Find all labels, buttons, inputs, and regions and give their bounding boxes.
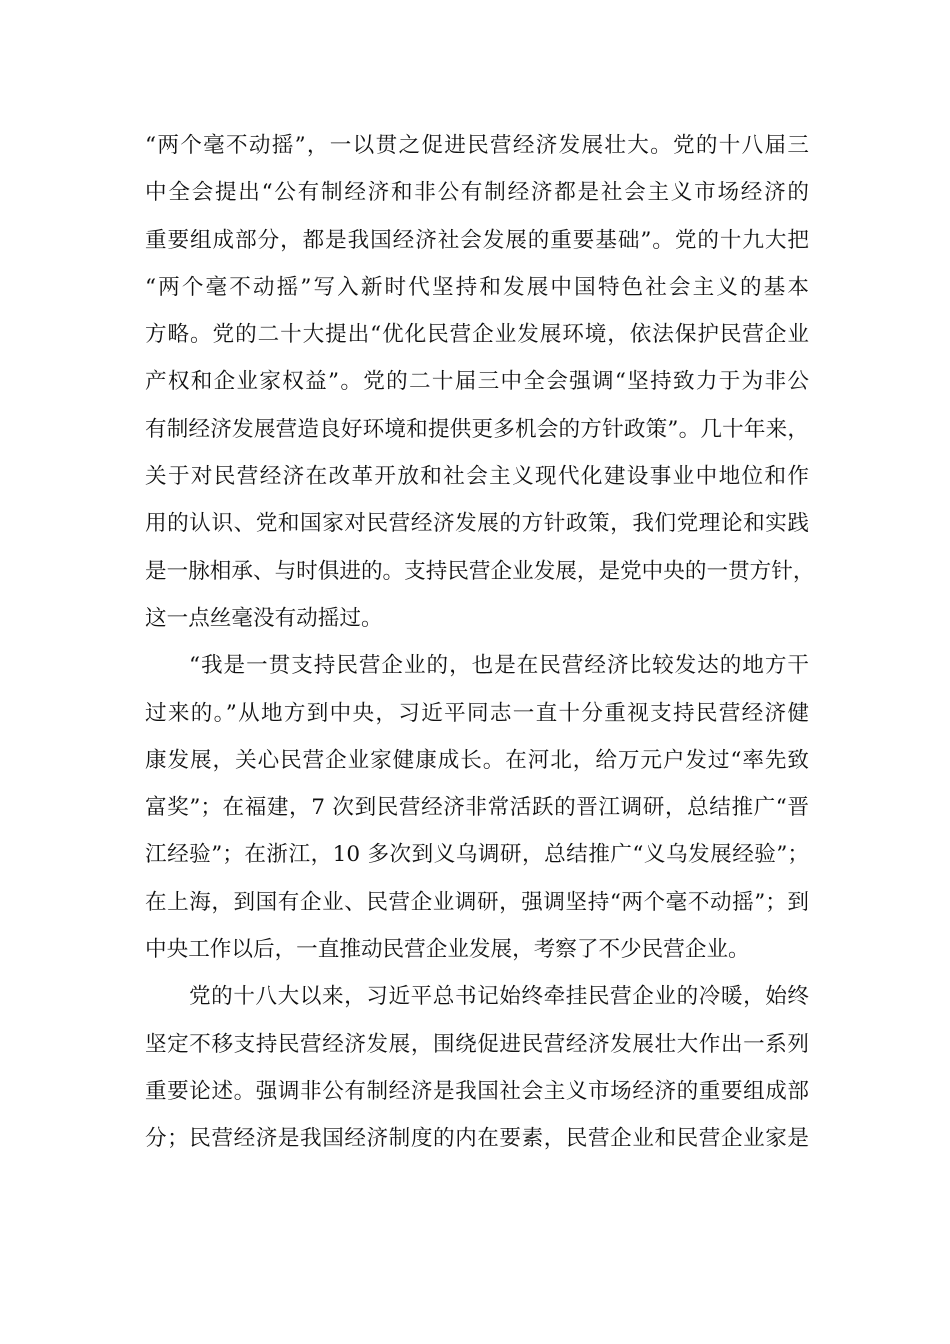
text-line: “我是一贯支持民营企业的，也是在民营经济比较发达的地方干 xyxy=(189,653,809,679)
text-line: 中全会提出“公有制经济和非公有制经济都是社会主义市场经济的 xyxy=(145,180,809,206)
text-line: 党的十八大以来，习近平总书记始终牵挂民营企业的冷暖，始终 xyxy=(189,984,809,1010)
text-line: 中央工作以后，一直推动民营企业发展，考察了不少民营企业。 xyxy=(145,937,750,963)
text-line: “两个毫不动摇”写入新时代坚持和发展中国特色社会主义的基本 xyxy=(145,274,809,300)
text-line: 在上海，到国有企业、民营企业调研，强调坚持“两个毫不动摇”；到 xyxy=(145,889,809,915)
text-line: 重要组成部分，都是我国经济社会发展的重要基础”。党的十九大把 xyxy=(145,227,809,253)
document-page xyxy=(145,122,815,1163)
text-line: 用的认识、党和国家对民营经济发展的方针政策，我们党理论和实践 xyxy=(145,511,809,537)
paragraph-3 xyxy=(145,973,809,1162)
text-line: 关于对民营经济在改革开放和社会主义现代化建设事业中地位和作 xyxy=(145,464,809,490)
text-line: “两个毫不动摇”，一以贯之促进民营经济发展壮大。党的十八届三 xyxy=(145,133,809,158)
text-line: 产权和企业家权益”。党的二十届三中全会强调“坚持致力于为非公 xyxy=(145,369,809,395)
text-line: 过来的。”从地方到中央，习近平同志一直十分重视支持民营经济健 xyxy=(145,700,809,726)
text-line: 方略。党的二十大提出“优化民营企业发展环境，依法保护民营企业 xyxy=(145,322,809,348)
paragraph-1 xyxy=(145,122,815,642)
text-line: 这一点丝毫没有动摇过。 xyxy=(145,605,383,631)
text-line: 有制经济发展营造良好环境和提供更多机会的方针政策”。几十年来， xyxy=(145,416,809,442)
text-line: 康发展，关心民营企业家健康成长。在河北，给万元户发过“率先致 xyxy=(145,747,809,773)
text-line: 江经验”；在浙江，10 多次到义乌调研，总结推广“义乌发展经验”； xyxy=(145,842,809,868)
text-line: 是一脉相承、与时俱进的。支持民营企业发展，是党中央的一贯方针， xyxy=(145,558,815,584)
text-line: 分；民营经济是我国经济制度的内在要素，民营企业和民营企业家是 xyxy=(145,1126,809,1152)
text-line: 富奖”；在福建，7 次到民营经济非常活跃的晋江调研，总结推广“晋 xyxy=(145,795,809,821)
text-line: 坚定不移支持民营经济发展，围绕促进民营经济发展壮大作出一系列 xyxy=(145,1031,809,1057)
text-line: 重要论述。强调非公有制经济是我国社会主义市场经济的重要组成部 xyxy=(145,1078,809,1104)
paragraph-2 xyxy=(145,642,809,973)
